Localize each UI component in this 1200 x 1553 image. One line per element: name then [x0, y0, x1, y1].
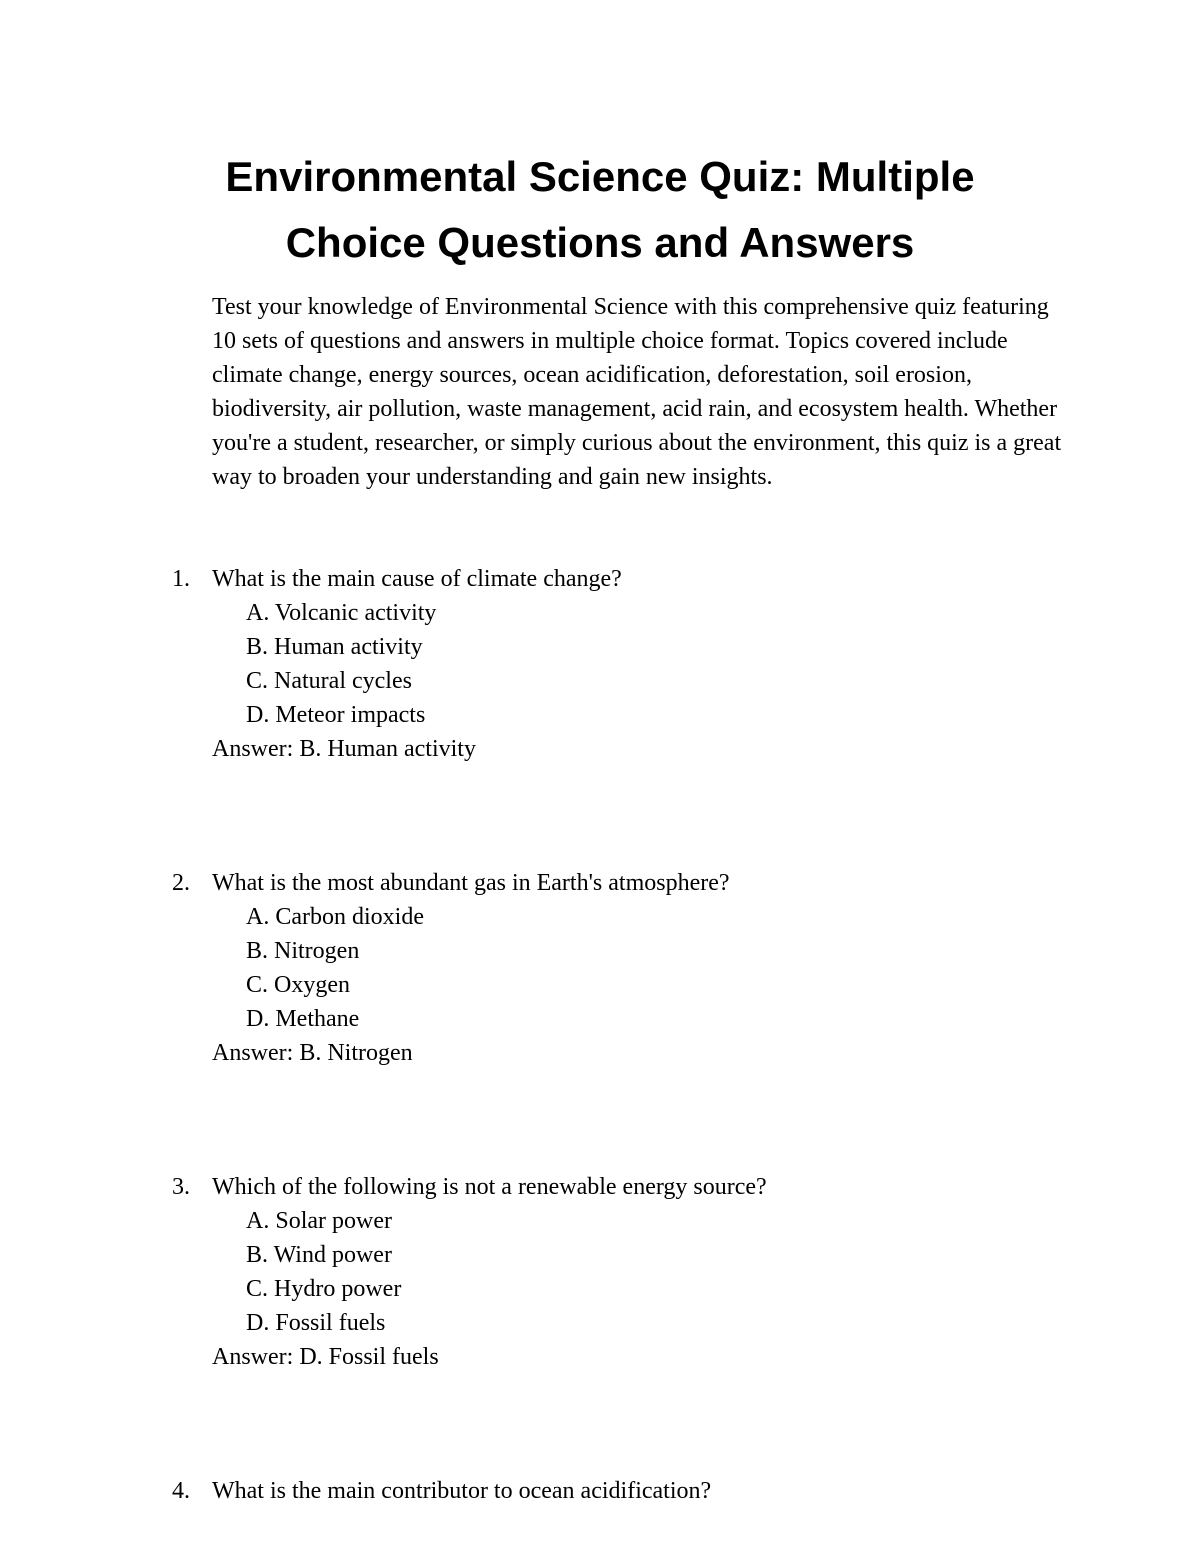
option-text: Methane — [275, 1006, 360, 1032]
option-text: Fossil fuels — [275, 1310, 386, 1336]
option-text: Oxygen — [274, 972, 350, 998]
option-item — [246, 934, 1200, 968]
option-item — [246, 1238, 1200, 1272]
option-letter: A. — [246, 904, 270, 930]
option-text: Carbon dioxide — [275, 904, 424, 930]
option-text: Volcanic activity — [274, 600, 437, 626]
question-list — [0, 562, 1200, 1508]
option-item — [246, 1204, 1200, 1238]
option-item — [246, 1306, 1200, 1340]
option-text: Wind power — [273, 1242, 392, 1268]
option-text: Solar power — [275, 1208, 392, 1234]
option-letter: A. — [246, 1208, 270, 1234]
option-item — [246, 664, 1200, 698]
option-item — [246, 698, 1200, 732]
question-text: What is the most abundant gas in Earth's atmosphere? — [212, 870, 730, 896]
answer-text: Answer: B. Human activity — [212, 736, 476, 762]
document-title: Environmental Science Quiz: Multiple Choice Questions and Answers — [225, 153, 975, 266]
intro-paragraph: Test your knowledge of Environmental Science with this comprehensive quiz featuring 10 sets of questions and answers in multiple choice format. Topics covered include climate change, energy sources, ocean acidification, deforestation, soil erosion, biodiversity, air pollution, waste management, acid rain, and ecosystem health. Whether you're a student, researcher, or simply curious about the environment, this quiz is a great way to broaden your understanding and gain new insights. — [212, 294, 1062, 490]
option-letter: D. — [246, 1310, 270, 1336]
answer-text: Answer: D. Fossil fuels — [212, 1344, 439, 1370]
option-letter: D. — [246, 1006, 270, 1032]
option-letter: C. — [246, 1276, 269, 1302]
option-letter: B. — [246, 634, 269, 660]
option-list — [212, 596, 1200, 732]
option-list — [212, 1204, 1200, 1340]
question-text: Which of the following is not a renewable energy source? — [212, 1174, 767, 1200]
question-number: 3. — [172, 1174, 190, 1200]
question-item — [0, 1474, 1200, 1508]
question-number: 1. — [172, 566, 190, 592]
option-item — [246, 1272, 1200, 1306]
option-item — [246, 1002, 1200, 1036]
option-list — [212, 900, 1200, 1036]
option-letter: A. — [246, 600, 270, 626]
option-item — [246, 596, 1200, 630]
option-text: Nitrogen — [274, 938, 360, 964]
option-text: Meteor impacts — [275, 702, 426, 728]
option-item — [246, 900, 1200, 934]
option-letter: B. — [246, 1242, 269, 1268]
option-letter: C. — [246, 668, 269, 694]
option-text: Human activity — [274, 634, 423, 660]
question-number: 4. — [172, 1478, 190, 1504]
option-item — [246, 968, 1200, 1002]
answer-text: Answer: B. Nitrogen — [212, 1040, 413, 1066]
option-text: Hydro power — [274, 1276, 402, 1302]
question-item — [0, 1170, 1200, 1374]
question-item — [0, 562, 1200, 766]
question-text: What is the main contributor to ocean acidification? — [212, 1478, 712, 1504]
option-letter: B. — [246, 938, 269, 964]
question-item — [0, 866, 1200, 1070]
option-letter: D. — [246, 702, 270, 728]
option-item — [246, 630, 1200, 664]
option-text: Natural cycles — [274, 668, 412, 694]
option-letter: C. — [246, 972, 269, 998]
question-number: 2. — [172, 870, 190, 896]
question-text: What is the main cause of climate change? — [212, 566, 622, 592]
